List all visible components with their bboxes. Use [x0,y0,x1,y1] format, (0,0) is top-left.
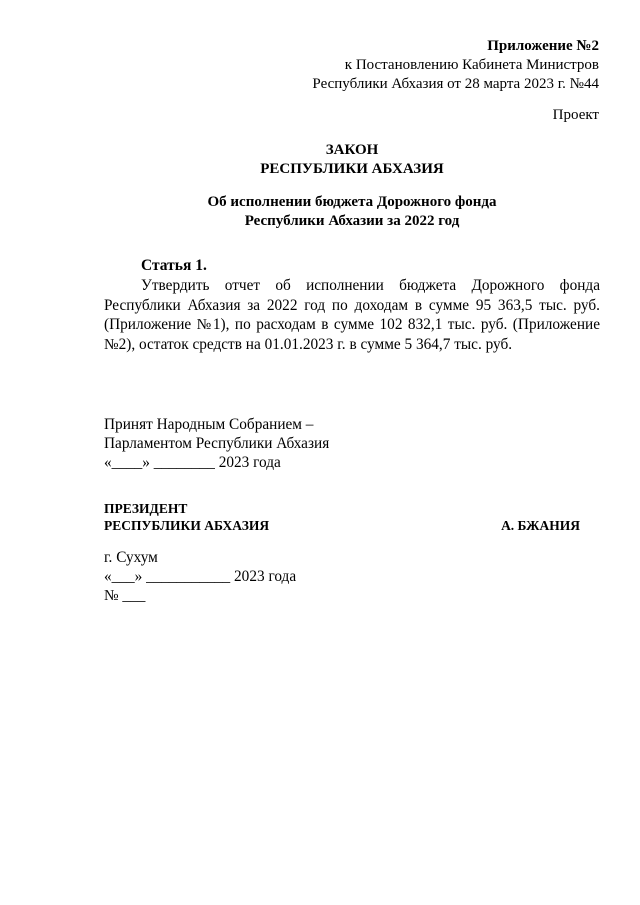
signatory-position-line-2: РЕСПУБЛИКИ АБХАЗИЯ [104,518,270,533]
law-subject [0,193,640,231]
appendix-line-2: Республики Абхазия от 28 марта 2023 г. №44 [312,76,599,92]
law-subject-line-2: Республики Абхазии за 2022 год [244,213,460,229]
adoption-block [104,415,329,472]
place-city: г. Сухум [104,549,158,566]
appendix-block [239,37,599,94]
place-number: № ___ [104,587,146,604]
law-title-line-2: РЕСПУБЛИКИ АБХАЗИЯ [260,161,444,177]
law-subject-line-1: Об исполнении бюджета Дорожного фонда [207,194,497,210]
adoption-date: «____» ________ 2023 года [104,454,281,471]
article-text: Утвердить отчет об исполнении бюджета Дорожного фонда Республики Абхазия за 2022 год по доходам в сумме 95 363,5 тыс. руб. (Приложение №1), по расходам в сумме 102 832,1 тыс. руб. (Приложение №2), остаток средств на 01.01.2023 г. в сумме 5 364,7 тыс. руб. [104,277,600,353]
article-heading: Статья 1. [141,257,207,274]
signatory-position-line-1: ПРЕЗИДЕНТ [104,501,188,516]
draft-status: Проект [552,107,599,123]
appendix-line-1: к Постановлению Кабинета Министров [344,57,599,73]
appendix-title: Приложение №2 [487,38,599,54]
law-title-line-1: ЗАКОН [325,142,379,158]
place-block [104,548,296,605]
adoption-line-1: Принят Народным Собранием – [104,416,314,433]
adoption-line-2: Парламентом Республики Абхазия [104,435,330,452]
place-date: «___» ___________ 2023 года [104,568,297,585]
law-title [0,141,640,179]
signatory-position [104,500,269,534]
signatory-name: А. БЖАНИЯ [501,518,580,533]
